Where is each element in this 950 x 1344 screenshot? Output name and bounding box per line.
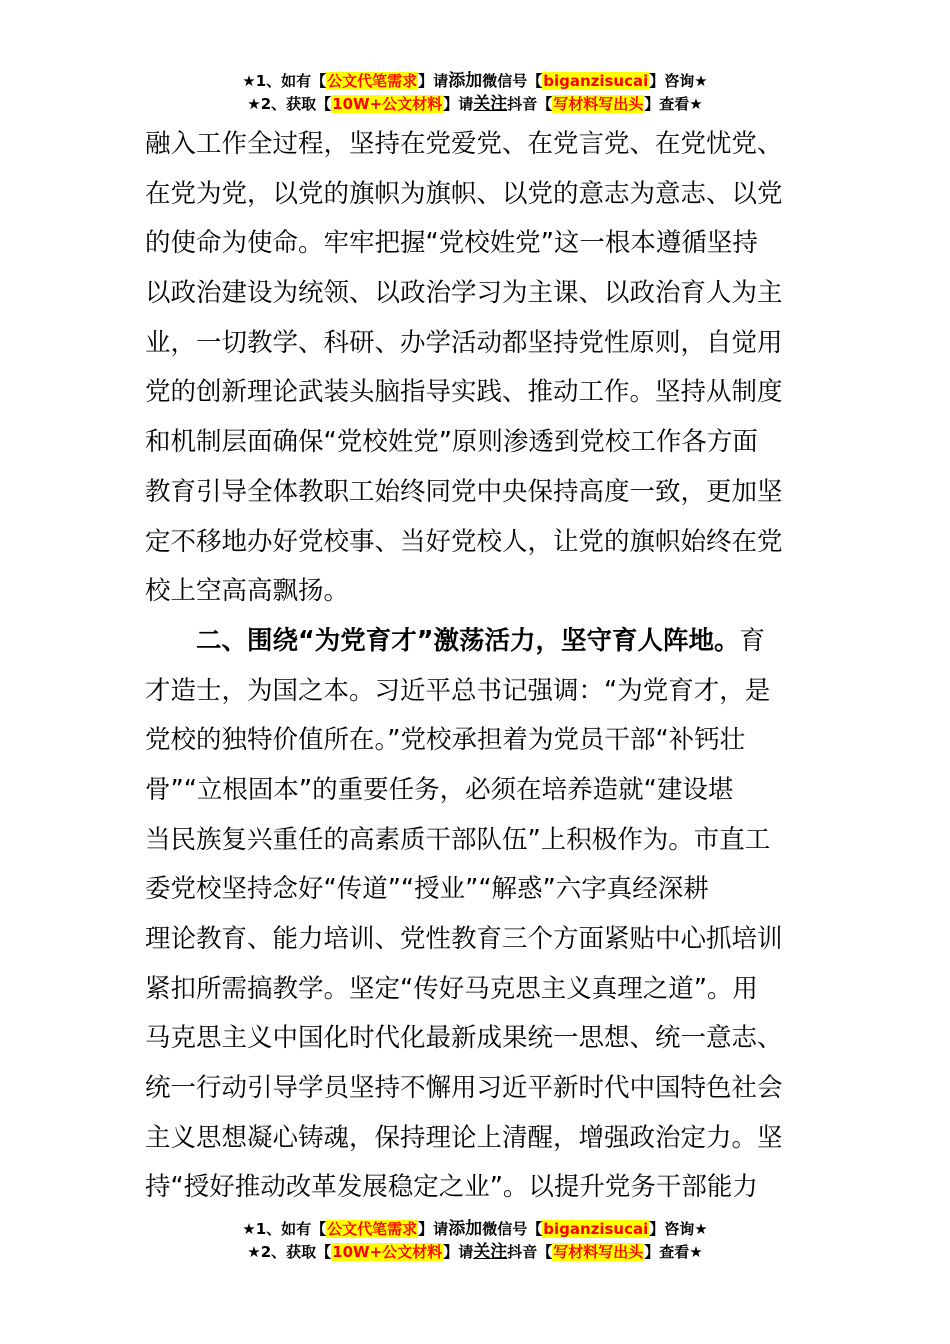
body-line: 的使命为使命。牢牢把握“党校姓党”这一根本遵循坚持 — [145, 228, 758, 259]
document-body — [145, 120, 810, 1213]
banner-line-2: ★2、获取【10W+公文材料】请关注抖音【写材料写出头】查看★ — [247, 94, 703, 114]
footer-banner — [0, 1218, 950, 1264]
body-line: 定不移地办好党校事、当好党校人，让党的旗帜始终在党 — [145, 526, 783, 557]
highlight-text: 公文代笔需求 — [327, 1220, 418, 1238]
section-heading-line: 二、围绕“为党育才”激荡活力，坚守育人阵地。育 — [196, 625, 766, 656]
highlight-text: 10W+公文材料 — [332, 95, 443, 113]
wechat-id: biganzisucai — [543, 72, 649, 90]
body-line: 党校的独特价值所在。”党校承担着为党员干部“补钙壮 — [145, 725, 746, 756]
douyin-id: 写材料写出头 — [553, 95, 644, 113]
body-line: 马克思主义中国化时代化最新成果统一思想、统一意志、 — [145, 1023, 783, 1054]
body-line: 当民族复兴重任的高素质干部队伍”上积极作为。市直工 — [145, 824, 771, 855]
body-line: 委党校坚持念好“传道”“授业”“解惑”六字真经深耕 — [145, 874, 709, 905]
highlight-text: 公文代笔需求 — [327, 72, 418, 90]
body-line: 校上空高高飘扬。 — [145, 576, 350, 607]
banner-line-1: ★1、如有【公文代笔需求】请添加微信号【biganzisucai】咨询★ — [242, 71, 708, 91]
star-icon: ★ — [242, 72, 256, 90]
wechat-id: biganzisucai — [543, 1220, 649, 1238]
star-icon: ★ — [689, 1243, 703, 1261]
douyin-id: 写材料写出头 — [553, 1243, 644, 1261]
body-line: 教育引导全体教职工始终同党中央保持高度一致，更加坚 — [145, 476, 783, 507]
star-icon: ★ — [694, 1220, 708, 1238]
star-icon: ★ — [247, 95, 261, 113]
body-line: 理论教育、能力培训、党性教育三个方面紧贴中心抓培训 — [145, 924, 783, 954]
body-line: 才造士，为国之本。习近平总书记强调：“为党育才，是 — [145, 675, 771, 706]
star-icon: ★ — [247, 1243, 261, 1261]
highlight-text: 10W+公文材料 — [332, 1243, 443, 1261]
star-icon: ★ — [689, 95, 703, 113]
body-line: 党的创新理论武装头脑指导实践、推动工作。坚持从制度 — [145, 377, 783, 408]
star-icon: ★ — [694, 72, 708, 90]
banner-line-1: ★1、如有【公文代笔需求】请添加微信号【biganzisucai】咨询★ — [242, 1219, 708, 1239]
body-line: 业，一切教学、科研、办学活动都坚持党性原则，自觉用 — [145, 327, 783, 358]
body-line: 紧扣所需搞教学。坚定“传好马克思主义真理之道”。用 — [145, 973, 758, 1004]
body-line: 统一行动引导学员坚持不懈用习近平新时代中国特色社会 — [145, 1073, 783, 1104]
header-banner — [0, 70, 950, 116]
star-icon: ★ — [242, 1220, 256, 1238]
body-line: 主义思想凝心铸魂，保持理论上清醒，增强政治定力。坚 — [145, 1122, 783, 1153]
body-line: 持“授好推动改革发展稳定之业”。以提升党务干部能力 — [145, 1172, 758, 1203]
banner-line-2: ★2、获取【10W+公文材料】请关注抖音【写材料写出头】查看★ — [247, 1242, 703, 1262]
section-heading: 二、围绕“为党育才”激荡活力，坚守育人阵地。 — [196, 625, 740, 656]
body-line: 和机制层面确保“党校姓党”原则渗透到党校工作各方面 — [145, 427, 758, 458]
body-line: 以政治建设为统领、以政治学习为主课、以政治育人为主 — [145, 278, 783, 309]
body-line: 融入工作全过程，坚持在党爱党、在党言党、在党忧党、 — [145, 129, 783, 159]
body-line: 在党为党，以党的旗帜为旗帜、以党的意志为意志、以党 — [145, 178, 783, 209]
body-line: 骨”“立根固本”的重要任务，必须在培养造就“建设堪 — [145, 774, 734, 805]
